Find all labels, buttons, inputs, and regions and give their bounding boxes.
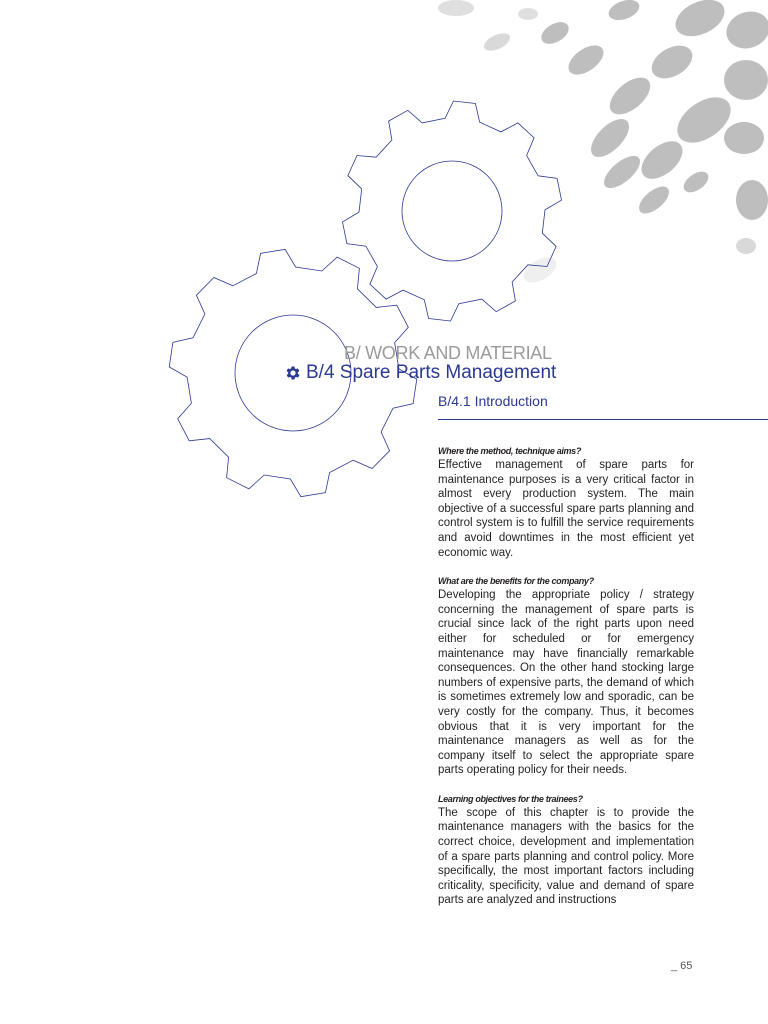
- upper-gear-outline: [343, 101, 562, 321]
- gear-icon: [284, 364, 302, 382]
- content-block-benefits: [438, 574, 694, 778]
- page-number: _ 65: [671, 960, 693, 972]
- body-content: [438, 444, 694, 922]
- chapter-title: [284, 362, 556, 384]
- question-heading: What are the benefits for the company?: [438, 576, 594, 587]
- paragraph: Developing the appropriate policy / strategy concerning the management of spare parts is crucial since lack of the right parts upon need either for scheduled or for emergency maintenance may have financially remarkable consequences. On the other hand stocking large numbers of expensive parts, the demand of which is sometimes extremely low and sporadic, can be very costly for the company. Thus, it becomes obvious that it is very important for the maintenance managers as well as for the company itself to select the appropriate spare parts operating policy for their needs.: [438, 589, 694, 777]
- paragraph: The scope of this chapter is to provide the maintenance managers with the basics for the correct choice, development and implementation of a spare parts planning and control policy. More specifically, the most important factors including criticality, specificity, value and demand of spare parts are analyzed and instructions: [438, 806, 694, 907]
- question-heading: Where the method, technique aims?: [438, 446, 581, 456]
- chapter-title-text: B/4 Spare Parts Management: [306, 362, 557, 383]
- fingerprint-smudges-image: [438, 0, 768, 288]
- content-block-aims: [438, 444, 694, 560]
- question-heading: Learning objectives for the trainees?: [438, 793, 583, 804]
- section-title: B/ WORK AND MATERIAL: [344, 343, 552, 363]
- title-divider: [438, 419, 768, 420]
- content-block-objectives: [438, 792, 694, 908]
- subsection-title: B/4.1 Introduction: [438, 393, 548, 409]
- paragraph: Effective management of spare parts for maintenance purposes is a very critical factor in almost every production system. The main objective of a successful spare parts planning and control system is to fulfill the service requirements and avoid downtimes in the most efficient yet economic way.: [438, 459, 694, 559]
